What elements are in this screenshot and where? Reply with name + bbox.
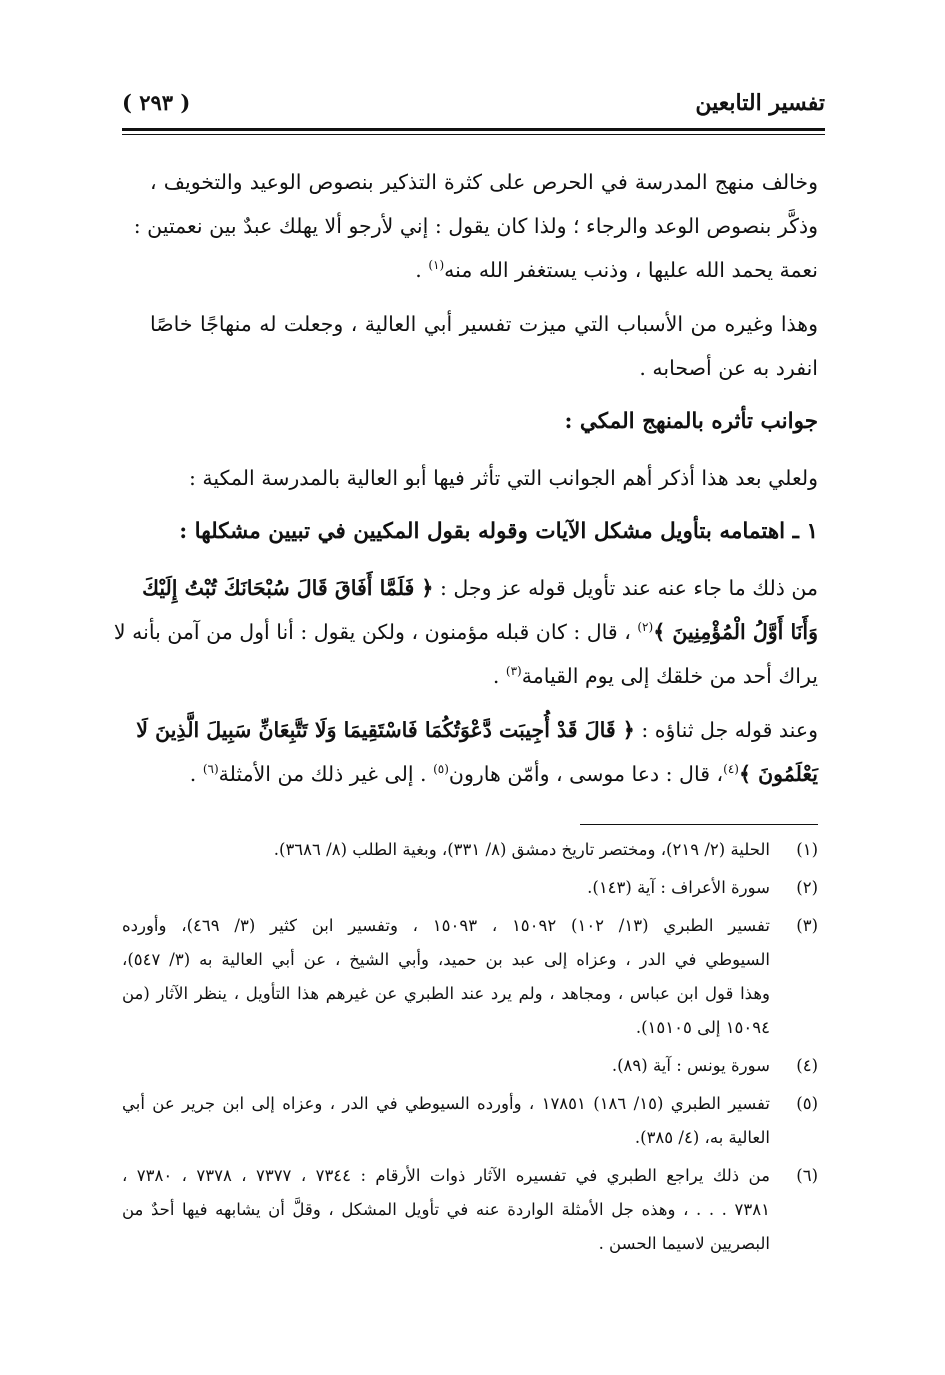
subsection-heading: ١ ـ اهتمامه بتأويل مشكل الآيات وقوله بقول المكيين في تبيين مشكلها : bbox=[179, 519, 818, 544]
footnote-ref: (١) bbox=[428, 258, 445, 273]
text-line: ١٥٠٩٤ إلى ١٥١٠٥). bbox=[635, 1018, 770, 1037]
footnote-text bbox=[122, 1159, 770, 1261]
running-title: تفسير التابعين bbox=[695, 90, 825, 116]
text-span: ، قال : دعا موسى ، وأمّن هارون bbox=[448, 762, 724, 786]
text-line: وهذا وغيره من الأسباب التي ميزت تفسير أبي العالية ، وجعلت له منهاجًا خاصًا bbox=[150, 312, 818, 336]
text-line: البصريين لاسيما الحسن . bbox=[598, 1234, 770, 1253]
footnote bbox=[122, 833, 818, 867]
text-line: وذكَّر بنصوص الوعد والرجاء ؛ ولذا كان يقول : إني لأرجو ألا يهلك عبدٌ بين نعمتين : bbox=[133, 214, 818, 238]
text-line bbox=[150, 248, 818, 292]
footnote-separator bbox=[580, 824, 818, 825]
text-line: سورة الأعراف : آية (١٤٣). bbox=[587, 878, 770, 897]
text-span: ، قال : كان قبله مؤمنون ، ولكن يقول : أنا أول من آمن بأنه لا bbox=[113, 620, 638, 644]
header-rule bbox=[122, 128, 825, 131]
text-line: العالية به، (٤/ ٣٨٥). bbox=[634, 1128, 770, 1147]
footnote-ref: (٦) bbox=[202, 762, 219, 777]
page-header bbox=[122, 88, 825, 128]
footnote bbox=[122, 1087, 818, 1155]
footnote-text bbox=[122, 909, 770, 1045]
text-span: من ذلك ما جاء عنه عند تأويل قوله عز وجل : bbox=[433, 576, 818, 600]
text-line bbox=[142, 566, 818, 610]
quran-verse: وَأَنَا أَوَّلُ الْمُؤْمِنِينَ ﴾ bbox=[653, 620, 818, 644]
footnote-number: (١) bbox=[796, 840, 818, 859]
footnote-text bbox=[122, 1087, 770, 1155]
text-line: سورة يونس : آية (٨٩). bbox=[611, 1056, 770, 1075]
text-line: ولعلي بعد هذا أذكر أهم الجوانب التي تأثر فيها أبو العالية بالمدرسة المكية : bbox=[188, 466, 818, 490]
text-line: تفسير الطبري (١٣/ ١٠٢) ١٥٠٩٢ ، ١٥٠٩٣ ، وتفسير ابن كثير (٣/ ٤٦٩)، وأورده bbox=[122, 916, 770, 935]
footnote-ref: (٢) bbox=[637, 620, 654, 635]
paragraph-4 bbox=[113, 566, 818, 698]
quran-verse: ﴿ قَالَ قَدْ أُجِيبَت دَّعْوَتُكُمَا فَاسْتَقِيمَا وَلَا تَتَّبِعَانِّ سَبِيلَ الَّذِينَ لَا bbox=[136, 718, 635, 742]
text-span: . إلى غير ذلك من الأمثلة bbox=[218, 762, 434, 786]
text-span: . bbox=[492, 664, 506, 688]
footnote-number: (٣) bbox=[796, 916, 818, 935]
footnote-number: (٤) bbox=[796, 1056, 818, 1075]
text-line: ٧٣٨١ . . . ، وهذه جل الأمثلة الواردة عنه في تأويل المشكل ، وقلَّ أن يشابهه فيها أحدٌ من bbox=[122, 1200, 770, 1219]
footnote bbox=[122, 909, 818, 1045]
text-span: . bbox=[415, 258, 429, 282]
footnotes bbox=[122, 833, 818, 1265]
footnote-number: (٥) bbox=[796, 1094, 818, 1113]
text-line: وهذا قول ابن عباس ، ومجاهد ، ولم يرد عند الطبري عن غيرهم هذا التأويل ، ينظر الآثار (من bbox=[122, 984, 770, 1003]
footnote-ref: (٥) bbox=[433, 762, 449, 777]
text-line: من ذلك يراجع الطبري في تفسيره الآثار ذوات الأرقام : ٧٣٤٤ ، ٧٣٧٧ ، ٧٣٧٨ ، ٧٣٨٠ ، bbox=[122, 1166, 770, 1185]
text-line bbox=[150, 752, 818, 796]
footnote-number: (٢) bbox=[796, 878, 818, 897]
text-span: وعند قوله جل ثناؤه : bbox=[634, 718, 818, 742]
header-rule-thin bbox=[122, 134, 825, 135]
text-line: انفرد به عن أصحابه . bbox=[639, 356, 818, 380]
quran-verse: ﴿ فَلَمَّا أَفَاقَ قَالَ سُبْحَانَكَ تُبْتُ إِلَيْكَ bbox=[142, 576, 434, 600]
text-span: يراك أحد من خلقك إلى يوم القيامة bbox=[521, 664, 818, 688]
footnote bbox=[122, 1159, 818, 1261]
footnote-number: (٦) bbox=[796, 1166, 818, 1185]
paragraph-1 bbox=[133, 160, 818, 292]
text-span: نعمة يحمد الله عليها ، وذنب يستغفر الله منه bbox=[444, 258, 818, 282]
paragraph-5 bbox=[136, 708, 818, 796]
main-text bbox=[113, 160, 818, 806]
text-line bbox=[150, 654, 818, 698]
text-line: وخالف منهج المدرسة في الحرص على كثرة التذكير بنصوص الوعيد والتخويف ، bbox=[150, 170, 818, 194]
text-span: . bbox=[189, 762, 203, 786]
page-number: ( ٢٩٣ ) bbox=[122, 90, 191, 115]
footnote-ref: (٣) bbox=[505, 664, 522, 679]
quran-verse: يَعْلَمُونَ ﴾ bbox=[738, 762, 818, 786]
footnote-text bbox=[122, 1049, 770, 1083]
text-line bbox=[136, 708, 818, 752]
footnote bbox=[122, 1049, 818, 1083]
text-line: تفسير الطبري (١٥/ ١٨٦) ١٧٨٥١ ، وأورده السيوطي في الدر ، وعزاه إلى ابن جرير عن أبي bbox=[122, 1094, 770, 1113]
footnote-text bbox=[122, 871, 770, 905]
paragraph-2 bbox=[150, 302, 818, 390]
text-line: الحلية (٢/ ٢١٩)، ومختصر تاريخ دمشق (٨/ ٣٣١)، وبغية الطلب (٨/ ٣٦٨٦). bbox=[273, 840, 770, 859]
footnote-text bbox=[122, 833, 770, 867]
text-line: السيوطي في الدر ، وعزاه إلى عبد بن حميد، وأبي الشيخ ، عن أبي العالية به (٣/ ٥٤٧)، bbox=[122, 950, 770, 969]
footnote-ref: (٤) bbox=[723, 762, 739, 777]
footnote bbox=[122, 871, 818, 905]
section-heading: جوانب تأثره بالمنهج المكي : bbox=[564, 409, 818, 434]
paragraph-3 bbox=[150, 456, 818, 500]
text-line bbox=[113, 610, 818, 654]
